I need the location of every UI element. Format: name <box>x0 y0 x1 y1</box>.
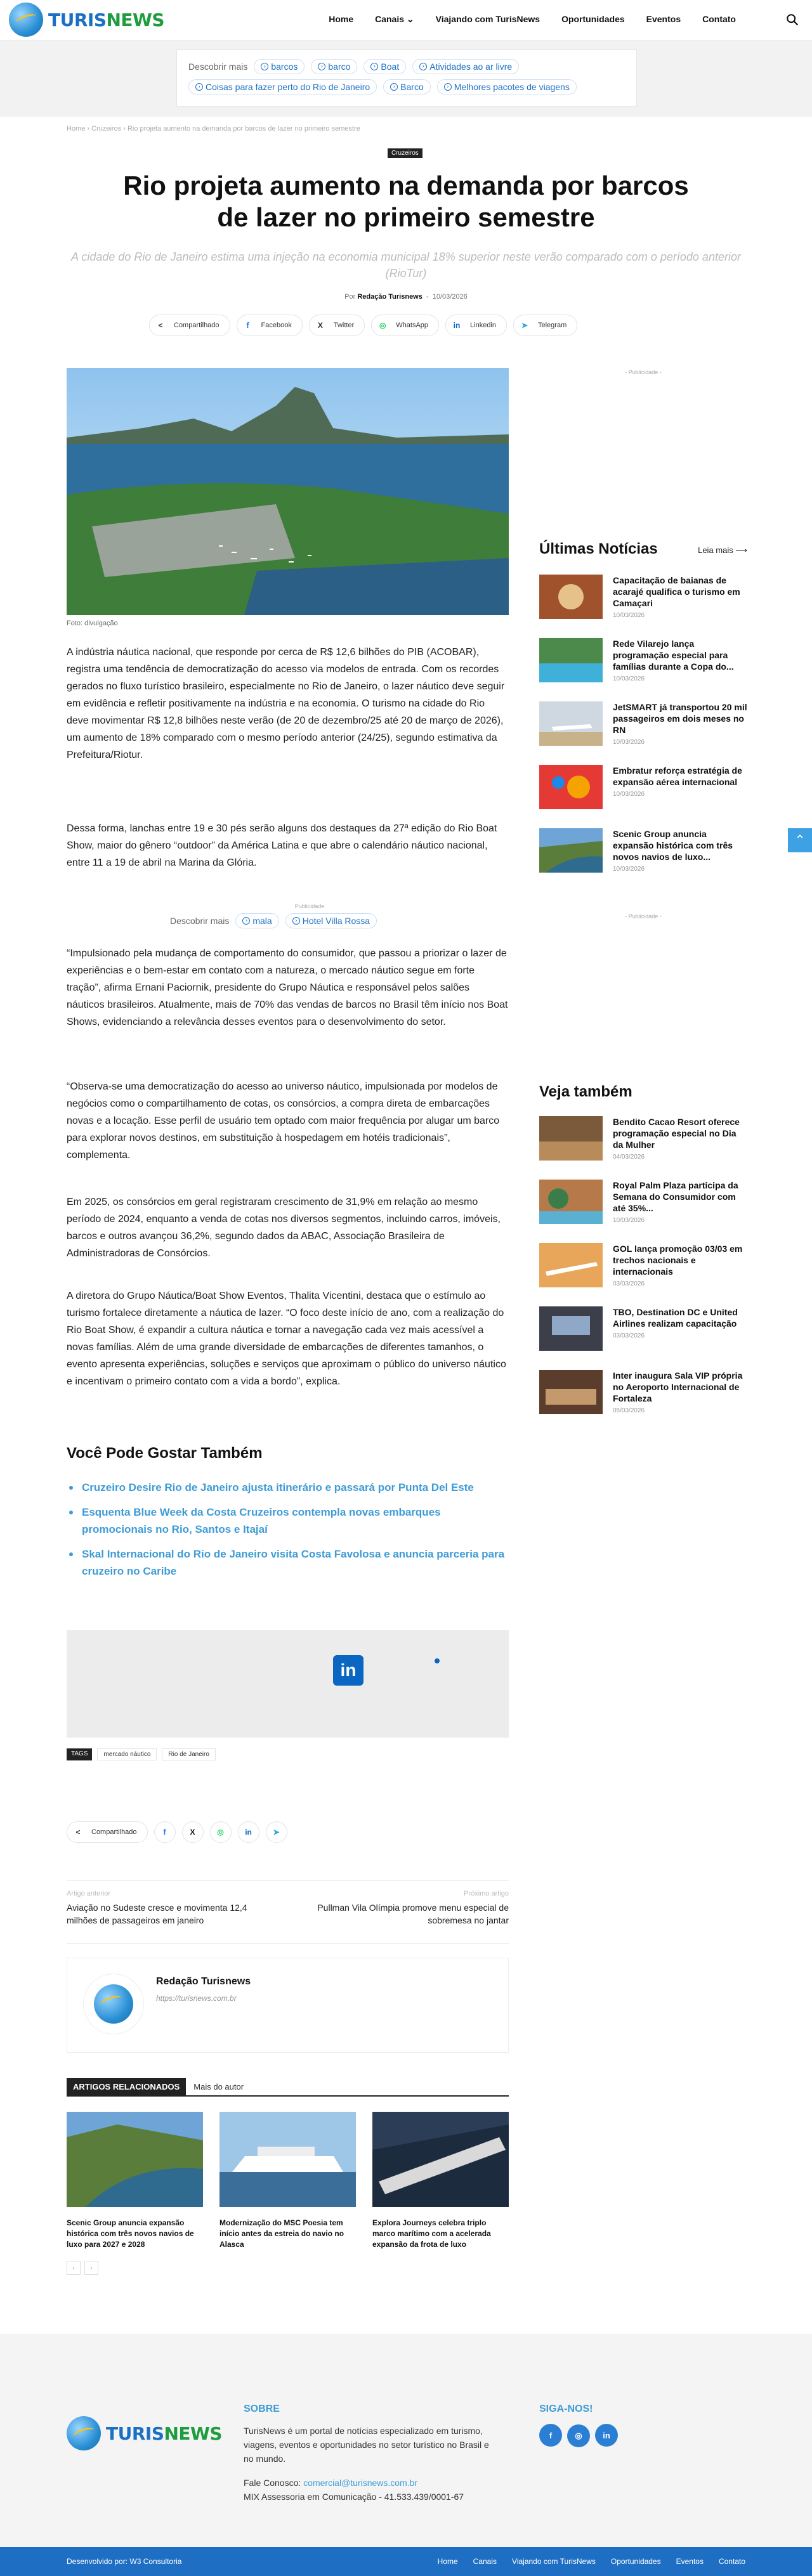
nav-home[interactable]: Home <box>329 14 354 24</box>
byline: Por Redação Turisnews - 10/03/2026 <box>344 293 468 301</box>
discover-label: Descobrir mais <box>188 62 248 72</box>
share-icon: < <box>158 321 163 330</box>
breadcrumb-cruzeiros[interactable]: Cruzeiros <box>91 125 122 133</box>
facebook-icon[interactable]: f <box>154 1821 176 1843</box>
share-whatsapp-button[interactable]: ◎ WhatsApp <box>371 315 439 336</box>
news-thumbnail <box>539 1180 603 1224</box>
circle-arrow-icon: › <box>195 83 203 91</box>
globe-logo-icon <box>67 2416 101 2450</box>
footer-about: SOBRE TurisNews é um portal de notícias especializado em turismo, viagens, eventos e oportunidades no setor turístico no Brasil e no mundo. Fale Conosco: comercial@turisnews.com.br MIX Assessoria em Comunicação - 41.533.439/0001-67 <box>244 2404 497 2504</box>
bottom-nav-eventos[interactable]: Eventos <box>676 2557 704 2566</box>
related-card[interactable]: Modernização do MSC Poesia tem início antes da estreia do navio no Alasca <box>219 2112 356 2250</box>
news-thumbnail <box>539 1370 603 1414</box>
latest-news-item[interactable]: Scenic Group anuncia expansão histórica com três novos navios de luxo... 10/03/2026 <box>539 828 747 885</box>
circle-arrow-icon: › <box>292 917 300 925</box>
decorative-dot <box>435 1658 440 1663</box>
share-toggle-button[interactable]: < Compartilhado <box>67 1821 148 1843</box>
see-also-item[interactable]: GOL lança promoção 03/03 em trechos nacionais e internacionais 03/03/2026 <box>539 1243 747 1300</box>
telegram-icon: ➤ <box>521 321 528 330</box>
next-article[interactable]: Próximo artigo Pullman Vila Olímpia promove menu especial de sobremesa no jantar <box>317 1890 509 1925</box>
share-icon: < <box>75 1828 81 1837</box>
see-also-item[interactable]: Royal Palm Plaza participa da Semana do Consumidor com até 35%... 10/03/2026 <box>539 1180 747 1237</box>
category-badge[interactable]: Cruzeiros <box>388 148 422 158</box>
news-thumbnail <box>539 765 603 809</box>
footer-logo[interactable] <box>67 2416 222 2450</box>
latest-news-heading: Últimas Notícias <box>539 540 658 557</box>
chevron-down-icon: ⌄ <box>406 14 414 24</box>
x-icon[interactable]: X <box>182 1821 204 1843</box>
article-paragraph: “Observa-se uma democratização do acesso ao universo náutico, impulsionada por modelos de negócios como o compartilhamento de cotas, os consórcios, a compra direta de embarcações novas e a locação. Esse perfil de usuário tem optado com maior frequência por alugar um barco para explorar novos destinos, em substituição à hospedagem em hotéis tradicionais”, complementa. <box>67 1081 500 1161</box>
share-telegram-button[interactable]: ➤ Telegram <box>513 315 577 336</box>
breadcrumb-current: Rio projeta aumento na demanda por barcos de lazer no primeiro semestre <box>127 125 360 133</box>
prev-page-button[interactable]: ‹ <box>67 2261 81 2275</box>
news-thumbnail <box>539 701 603 746</box>
prev-next-articles <box>67 1880 509 1944</box>
see-also-heading: Veja também <box>539 1083 632 1100</box>
chevron-up-icon: ⌃ <box>794 833 806 847</box>
tag-mercado-nautico[interactable]: mercado náutico <box>97 1748 157 1760</box>
chip-pacotes[interactable]: › Melhores pacotes de viagens <box>437 79 577 94</box>
see-also-item[interactable]: Inter inaugura Sala VIP própria no Aeroporto Internacional de Fortaleza 05/03/2026 <box>539 1370 747 1427</box>
floating-side-tab[interactable] <box>788 828 812 852</box>
nav-contato[interactable]: Contato <box>702 14 736 24</box>
main-nav <box>329 14 736 25</box>
latest-news-item[interactable]: Embratur reforça estratégia de expansão aérea internacional 10/03/2026 <box>539 765 747 822</box>
discover-more-box <box>176 49 637 107</box>
news-thumbnail <box>539 1243 603 1287</box>
you-may-like-list <box>67 1479 509 1587</box>
related-link[interactable]: Skal Internacional do Rio de Janeiro visita Costa Favolosa e anuncia parceria para cruzeiro no Caribe <box>67 1545 509 1580</box>
footer-about-heading: SOBRE <box>244 2404 280 2414</box>
article-paragraph: Dessa forma, lanchas entre 19 e 30 pés serão alguns dos destaques da 27ª edição do Rio Boat Show, maior do gênero “outdoor” da América Latina e que abre o calendário náutico nacional, entre 11 a 19 de abril na Marina da Glória. <box>67 823 497 868</box>
chip-hotel-villa-rossa[interactable]: › Hotel Villa Rossa <box>285 913 377 928</box>
share-linkedin-button[interactable]: in Linkedin <box>445 315 507 336</box>
site-logo[interactable] <box>9 3 164 37</box>
latest-news-item[interactable]: JetSMART já transportou 20 mil passageiros em dois meses no RN 10/03/2026 <box>539 701 747 758</box>
article-paragraph: Em 2025, os consórcios em geral registraram crescimento de 31,9% em relação ao mesmo período de 2024, enquanto a venda de cotas nos diversos segmentos, incluindo carros, imóveis, barcos e outros avançou 36,2%, segundo dados da ABAC, Associação Brasileira de Administradoras de Consórcios. <box>67 1197 501 1259</box>
facebook-icon: f <box>246 321 249 330</box>
search-icon[interactable] <box>785 13 799 27</box>
inline-discover-more <box>170 903 424 933</box>
tag-rio-de-janeiro[interactable]: Rio de Janeiro <box>162 1748 215 1760</box>
linkedin-icon: in <box>453 321 461 330</box>
share-row <box>149 315 577 336</box>
linkedin-icon[interactable]: in <box>238 1821 259 1843</box>
news-thumbnail <box>539 1306 603 1351</box>
bottom-nav-contato[interactable]: Contato <box>718 2557 745 2566</box>
article-paragraph: A diretora do Grupo Náutica/Boat Show Eventos, Thalita Vicentini, destaca que o estímulo ao turismo fortalece diretamente a náutica de lazer. “O foco deste início de ano, com a realização do Rio Boat Show, é expandir a cultura náutica e tornar a navegação cada vez mais acessível a novas famílias. Além de uma grande diversidade de embarcações de diferentes tamanhos, o evento apresenta experiências, soluções e serviços que aproximam o público do universo náutico e incentivam o primeiro contato com a vida a bordo”, explica. <box>67 1291 506 1387</box>
share-row-bottom <box>67 1821 287 1843</box>
related-articles-grid <box>67 2112 509 2250</box>
chip-coisas-para-fazer[interactable]: › Coisas para fazer perto do Rio de Janeiro <box>188 79 377 94</box>
chip-barco[interactable]: › barco <box>311 59 357 74</box>
linkedin-icon[interactable]: in <box>595 2424 618 2447</box>
circle-arrow-icon: › <box>444 83 452 91</box>
nav-oportunidades[interactable]: Oportunidades <box>561 14 625 24</box>
arrow-right-icon: ⟶ <box>735 545 747 555</box>
news-thumbnail <box>539 575 603 619</box>
follow-heading: SIGA-NOS! <box>539 2404 593 2414</box>
circle-arrow-icon: › <box>242 917 250 925</box>
ad-label: - Publicidade - <box>625 913 662 920</box>
breadcrumb-home[interactable]: Home <box>67 125 86 133</box>
nav-eventos[interactable]: Eventos <box>646 14 681 24</box>
next-page-button[interactable]: › <box>84 2261 98 2275</box>
footer-follow <box>539 2404 623 2447</box>
news-thumbnail <box>539 1116 603 1161</box>
bottom-nav-viajando[interactable]: Viajando com TurisNews <box>512 2557 596 2566</box>
developed-by[interactable]: Desenvolvido por: W3 Consultoria <box>67 2557 182 2566</box>
chip-mala[interactable]: › mala <box>235 913 278 928</box>
article-date: 10/03/2026 <box>432 293 468 301</box>
related-thumbnail <box>219 2112 356 2207</box>
chip-barco-2[interactable]: › Barco <box>383 79 431 94</box>
share-twitter-button[interactable]: X Twitter <box>309 315 365 336</box>
company-info: MIX Assessoria em Comunicação - 41.533.439/0001-67 <box>244 2492 464 2502</box>
logo-text: TURISNEWS <box>48 9 165 30</box>
tags-row <box>67 1748 216 1760</box>
globe-logo-icon <box>9 3 43 37</box>
chip-atividades[interactable]: › Atividades ao ar livre <box>412 59 519 74</box>
see-also-item[interactable]: Bendito Cacao Resort oferece programação especial no Dia da Mulher 04/03/2026 <box>539 1116 747 1173</box>
image-caption: Foto: divulgação <box>67 620 118 627</box>
tags-label: TAGS <box>67 1748 92 1760</box>
latest-news-item[interactable]: Capacitação de baianas de acarajé qualifica o turismo em Camaçari 10/03/2026 <box>539 575 747 632</box>
related-link[interactable]: Cruzeiro Desire Rio de Janeiro ajusta itinerário e passará por Punta Del Este <box>67 1479 509 1496</box>
whatsapp-icon: ◎ <box>379 321 386 330</box>
ad-label: Publicidade <box>294 903 325 909</box>
bottom-nav-canais[interactable]: Canais <box>473 2557 497 2566</box>
ad-label: - Publicidade - <box>625 369 662 375</box>
news-thumbnail <box>539 828 603 873</box>
linkedin-ad-banner[interactable] <box>67 1630 509 1738</box>
whatsapp-icon[interactable]: ◎ <box>210 1821 232 1843</box>
linkedin-logo-icon: in <box>333 1655 363 1686</box>
related-pager <box>67 2261 98 2275</box>
tab-more-from-author[interactable]: Mais do autor <box>193 2082 244 2091</box>
discover-label: Descobrir mais <box>170 916 230 926</box>
site-header <box>0 0 812 41</box>
logo-text: TURISNEWS <box>106 2423 223 2444</box>
circle-arrow-icon: › <box>419 63 427 70</box>
facebook-icon[interactable]: f <box>539 2424 562 2447</box>
avatar[interactable] <box>83 1974 144 2034</box>
article-paragraph: A indústria náutica nacional, que responde por cerca de R$ 12,6 bilhões do PIB (ACOBAR), registra uma tendência de democratização do acesso via modelos de entrada. Com os recordes gerados no fluxo turístico brasileiro, especialmente no Rio de Janeiro, o lazer náutico deve seguir em evidência e refletir positivamente na indústria e na economia. O turismo na cidade do Rio deve movimentar R$ 12,8 bilhões neste verão (de 20 de dezembro/25 até 20 de março de 2026), um aumento de 18% comparado com o mesmo período anterior (24/25), segundo estimativa da Prefeitura/Riotur. <box>67 647 505 760</box>
article-paragraph: “Impulsionado pela mudança de comportamento do consumidor, que passou a priorizar o lazer de experiências e o bem-estar em contato com a natureza, o mercado náutico segue em forte tração”, afirma Ernani Paciornik, presidente do Grupo Náutica e responsável pelos salões náuticos brasileiros. Atualmente, mais de 70% das vendas de barcos no Brasil têm início nos Boat Shows, evidenciando a relevância desses eventos para o desenvolvimento do setor. <box>67 948 508 1027</box>
related-thumbnail <box>372 2112 509 2207</box>
circle-arrow-icon: › <box>261 63 268 70</box>
news-thumbnail <box>539 638 603 682</box>
globe-logo-icon <box>94 1984 133 2024</box>
chip-boat[interactable]: › Boat <box>363 59 406 74</box>
author-name[interactable]: Redação Turisnews <box>156 1976 251 1987</box>
contact-email-link[interactable]: comercial@turisnews.com.br <box>303 2478 418 2488</box>
telegram-icon[interactable]: ➤ <box>266 1821 287 1843</box>
instagram-icon[interactable]: ◎ <box>567 2424 590 2447</box>
see-also-item[interactable]: TBO, Destination DC e United Airlines realizam capacitação 03/03/2026 <box>539 1306 747 1363</box>
article-subtitle: A cidade do Rio de Janeiro estima uma injeção na economia municipal 18% superior neste verão comparado com o período anterior (RioTur) <box>71 250 741 280</box>
nav-viajando[interactable]: Viajando com TurisNews <box>435 14 540 24</box>
explore-band <box>0 41 812 117</box>
bottom-nav <box>438 2557 745 2566</box>
share-toggle-button[interactable]: < Compartilhado <box>149 315 230 336</box>
bottom-nav-oportunidades[interactable]: Oportunidades <box>610 2557 661 2566</box>
share-facebook-button[interactable]: f Facebook <box>237 315 303 336</box>
circle-arrow-icon: › <box>390 83 398 91</box>
circle-arrow-icon: › <box>318 63 325 70</box>
read-more-link[interactable]: Leia mais ⟶ <box>698 545 747 555</box>
related-thumbnail <box>67 2112 203 2207</box>
author-box <box>67 1958 509 2053</box>
x-icon: X <box>317 321 323 330</box>
page-title: Rio projeta aumento na demanda por barcos de lazer no primeiro semestre <box>123 171 689 232</box>
bottom-nav-home[interactable]: Home <box>437 2557 458 2566</box>
nav-canais[interactable]: Canais ⌄ <box>375 14 414 24</box>
you-may-like-heading: Você Pode Gostar Também <box>67 1445 263 1462</box>
breadcrumb: Home › Cruzeiros › Rio projeta aumento na demanda por barcos de lazer no primeiro semestre <box>67 125 360 133</box>
related-tabs <box>67 2078 509 2097</box>
author-link[interactable]: Redação Turisnews <box>357 293 422 301</box>
previous-article[interactable]: Artigo anterior Aviação no Sudeste cresce e movimenta 12,4 milhões de passageiros em janeiro <box>67 1890 247 1925</box>
latest-news-item[interactable]: Rede Vilarejo lança programação especial para famílias durante a Copa do... 10/03/2026 <box>539 638 747 695</box>
circle-arrow-icon: › <box>370 63 378 70</box>
related-link[interactable]: Esquenta Blue Week da Costa Cruzeiros contempla novas embarques promocionais no Rio, Santos e Itajaí <box>67 1504 509 1538</box>
footer-about-text: TurisNews é um portal de notícias especializado em turismo, viagens, eventos e oportunidades no setor turístico no Brasil e no mundo. <box>244 2426 489 2464</box>
related-card[interactable]: Explora Journeys celebra triplo marco marítimo com a acelerada expansão da frota de luxo <box>372 2112 509 2250</box>
bottom-bar <box>0 2547 812 2576</box>
hero-image <box>67 368 509 615</box>
related-card[interactable]: Scenic Group anuncia expansão histórica com três novos navios de luxo para 2027 e 2028 <box>67 2112 203 2250</box>
author-url[interactable]: https://turisnews.com.br <box>156 1994 237 2003</box>
site-footer <box>0 2334 812 2547</box>
tab-related-articles[interactable]: ARTIGOS RELACIONADOS <box>67 2078 186 2095</box>
chip-barcos[interactable]: › barcos <box>254 59 304 74</box>
